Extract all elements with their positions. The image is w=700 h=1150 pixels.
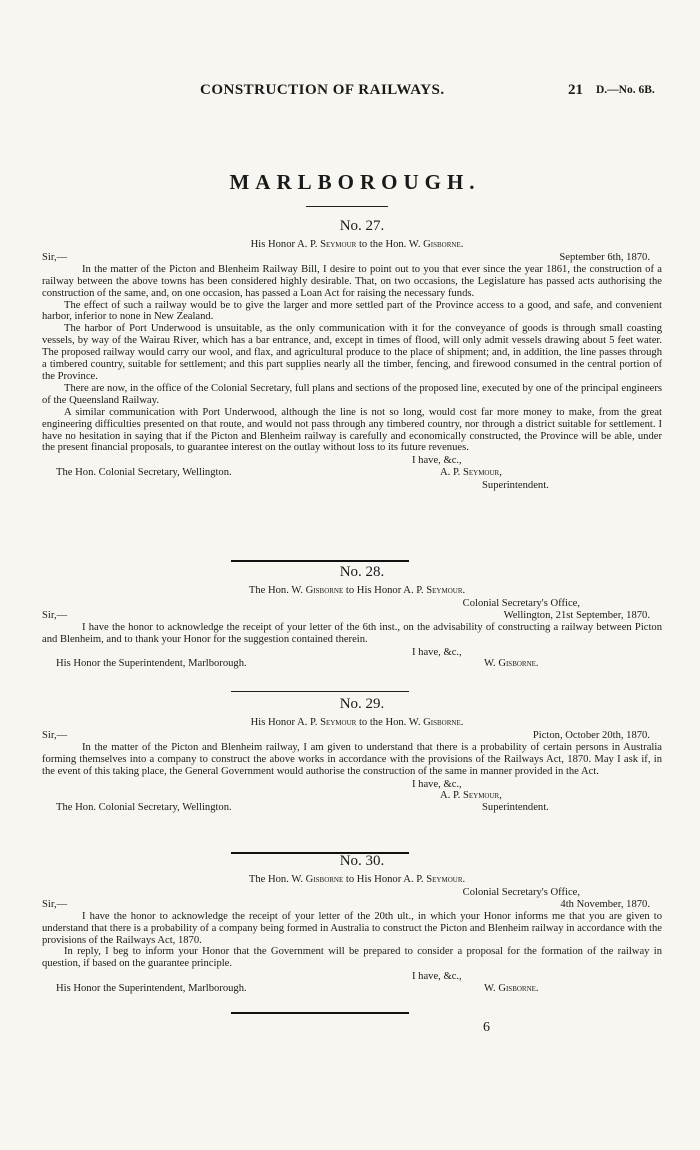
signature-name: Gisborne. [498,983,539,995]
signature-name: Seymour, [462,467,502,479]
letter-number: No. 28. [339,564,385,580]
letter-number: No. 27. [339,218,385,234]
recipient-name: Seymour. [426,873,466,885]
salutation-row [42,899,662,911]
page-header [0,82,700,102]
recipient-prefix: to the Hon. W. [356,716,424,728]
closing: I have, &c., [412,455,462,467]
running-title: CONSTRUCTION OF RAILWAYS. [200,82,445,98]
signature-name: Gisborne. [498,658,539,670]
closing: I have, &c., [412,971,462,983]
document-reference: D.—No. 6B. [596,84,655,96]
signature-prefix: A. P. [440,790,463,802]
salutation-row [42,610,662,622]
closing: I have, &c., [412,778,462,790]
paragraph: There are now, in the office of the Colonial Secretary, full plans and sections of the proposed line, executed by one of the principal engineers of the Queensland Railway. [42,382,662,406]
section-title: MARLBOROUGH. [229,170,481,194]
paragraph: In the matter of the Picton and Blenheim Railway Bill, I desire to point out to you that ever since the year 1861, the construction of a railway between the above towns has been considered highly desirable. That, on two occasions, the Legislature has passed acts authorising the construction of the same, and, on one occasion, has passed a Loan Act for raising the necessary funds. [42,263,662,299]
paragraph: The effect of such a railway would be to give the larger and more settled part of the Province access to a good, and safe, and convenient harbor, inferior to none in New Zealand. [42,299,662,323]
letter-heading [42,874,662,886]
closing: I have, &c., [412,646,462,658]
recipient-prefix: to the Hon. W. [356,238,424,250]
recipient-name: Gisborne. [423,716,464,728]
addressee: His Honor the Superintendent, Marlborough. [56,983,247,995]
sender-name: Seymour [320,238,357,250]
sender-name: Gisborne [305,584,344,596]
signature [440,467,502,479]
signature [484,983,539,995]
salutation: Sir,— [42,609,68,621]
letter-heading [42,717,662,729]
salutation: Sir,— [42,729,68,741]
sender-prefix: The Hon. W. [248,873,306,885]
letter-date: Picton, October 20th, 1870. [532,729,650,741]
recipient-name: Gisborne. [423,238,464,250]
signature-prefix: W. [484,658,499,670]
letter-number: No. 29. [339,696,385,712]
divider-rule [306,206,388,207]
addressee-row [42,983,662,996]
divider-rule [231,560,409,562]
sender-name: Gisborne [305,873,344,885]
divider-rule [231,1012,409,1014]
letter-heading [42,585,662,597]
signature [484,658,539,670]
signature-prefix: W. [484,983,499,995]
addressee-row [42,802,662,815]
letter-30 [42,853,662,996]
addressee-row [42,467,662,480]
sender-prefix: His Honor A. P. [250,716,321,728]
salutation-row [42,252,662,264]
recipient-prefix: to His Honor A. P. [343,873,427,885]
letter-place: Colonial Secretary's Office, [462,886,580,898]
letter-date: Wellington, 21st September, 1870. [503,609,650,621]
letter-29 [42,696,662,815]
letter-date: 4th November, 1870. [560,898,650,910]
sender-name: Seymour [320,716,357,728]
letter-heading [42,239,662,251]
letter-place: Colonial Secretary's Office, [462,597,580,609]
addressee: The Hon. Colonial Secretary, Wellington. [56,802,232,814]
signature-title: Superintendent. [482,802,549,814]
page-number: 21 [568,82,583,98]
footer-number: 6 [483,1020,490,1035]
salutation: Sir,— [42,251,68,263]
recipient-prefix: to His Honor A. P. [343,584,427,596]
addressee-row [42,658,662,671]
signature-title: Superintendent. [482,480,549,492]
paragraph: The harbor of Port Underwood is unsuitable, as the only communication with it for the conveyance of goods is through small coasting vessels, by way of the Wairau River, which has a bar entrance, and, except in times of flood, will only admit vessels drawing about 5 feet water. The proposed railway would carry our wool, and flax, and agricultural produce to the place of shipment; and, in addition, the line passes through a timbered country, suitable for settlement; and this part supplies nearly all the timber, fencing, and firewood consumed in the central portion of the Province. [42,323,662,382]
recipient-name: Seymour. [426,584,466,596]
paragraph: I have the honor to acknowledge the receipt of your letter of the 6th inst., on the advisability of constructing a railway between Picton and Blenheim, and to thank your Honor for the suggestion contained therein. [42,621,662,645]
paragraph: In the matter of the Picton and Blenheim railway, I am given to understand that there is a probability of certain persons in Australia forming themselves into a company to construct the above works in accordance with the provisions of the Railways Act, 1870. May I ask if, in the event of this taking place, the General Government would authorise the construction of the same in manner provided in the Act. [42,741,662,777]
sender-prefix: The Hon. W. [248,584,306,596]
signature [440,790,662,802]
addressee: His Honor the Superintendent, Marlborough. [56,658,247,670]
paragraph: I have the honor to acknowledge the receipt of your letter of the 20th ult., in which your Honor informs me that you are given to understand that there is a probability of a company being formed in Australia to construct the Picton and Blenheim railway in accordance with the provisions of the Railways Act, 1870. [42,910,662,946]
divider-rule [231,691,409,692]
salutation: Sir,— [42,898,68,910]
letter-number: No. 30. [339,853,385,869]
salutation-row [42,730,662,742]
letter-28 [42,564,662,671]
letter-date: September 6th, 1870. [559,251,650,263]
letter-27 [42,218,662,492]
paragraph: In reply, I beg to inform your Honor that the Government will be prepared to consider a proposal for the formation of the railway in question, if based on the guarantee principle. [42,946,662,970]
addressee: The Hon. Colonial Secretary, Wellington. [56,467,232,479]
paragraph: A similar communication with Port Underwood, although the line is not so long, would cost far more money to make, from the great engineering difficulties presented on that route, and would not pass through any timbered country, nor through a district suitable for settlement. I have no hesitation in saying that if the Picton and Blenheim railway is carefully and economically constructed, the Province will be able, under the present financial proposals, to guarantee interest on the outlay without loss to its future revenues. [42,406,662,454]
sender-prefix: His Honor A. P. [250,238,321,250]
signature-prefix: A. P. [440,467,463,479]
signature-name: Seymour, [462,790,502,802]
